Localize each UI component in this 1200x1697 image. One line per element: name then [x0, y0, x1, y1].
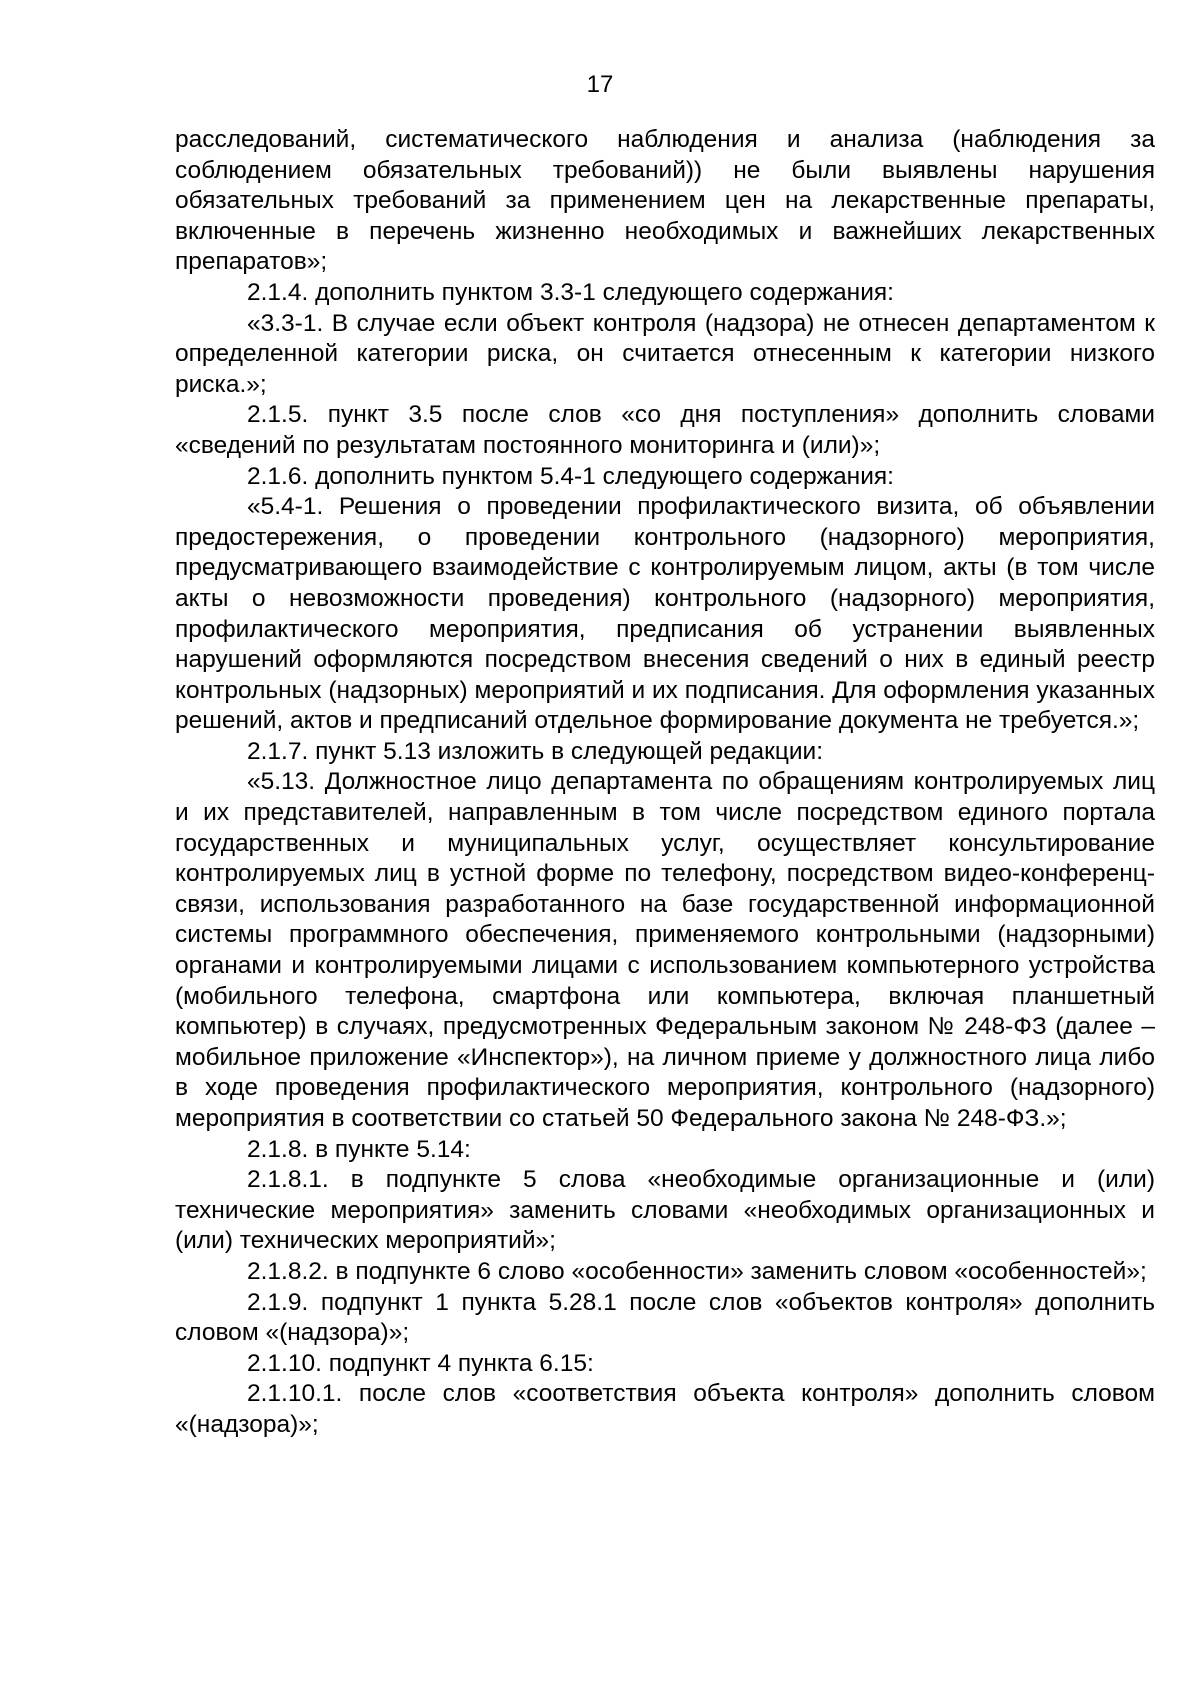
paragraph: расследований, систематического наблюдения и анализа (наблюдения за соблюдением обязательных требований)) не были выявлены нарушения обязательных требований за применением цен на лекарственные препараты, включенные в перечень жизненно необходимых и важнейших лекарственных препаратов»; — [175, 126, 1155, 276]
paragraph: «3.3-1. В случае если объект контроля (надзора) не отнесен департаментом к определенной категории риска, он считается отнесенным к категории низкого риска.»; — [175, 309, 1155, 398]
paragraph: 2.1.8. в пункте 5.14: — [247, 1135, 471, 1163]
paragraph: 2.1.8.1. в подпункте 5 слова «необходимые организационные и (или) технические мероприятия» заменить словами «необходимых организационных и (или) технических мероприятий»; — [175, 1166, 1155, 1255]
paragraph: «5.4-1. Решения о проведении профилактического визита, об объявлении предостережения, о проведении контрольного (надзорного) мероприятия, предусматривающего взаимодействие с контролируемым лицом, акты (в том числе акты о невозможности проведения) контрольного (надзорного) мероприятия, профилактического мероприятия, предписания об устранении выявленных нарушений оформляются посредством внесения сведений о них в единый реестр контрольных (надзорных) мероприятий и их подписания. Для оформления указанных решений, актов и предписаний отдельное формирование документа не требуется.»; — [175, 493, 1155, 735]
document-body — [175, 125, 1155, 1441]
paragraph: «5.13. Должностное лицо департамента по обращениям контролируемых лиц и их представителей, направленным в том числе посредством единого портала государственных и муниципальных услуг, осуществляет консультирование контролируемых лиц в устной форме по телефону, посредством видео-конференц-связи, использования разработанного на базе государственной информационной системы программного обеспечения, применяемого контрольными (надзорными) органами и контролируемыми лицами с использованием компьютерного устройства (мобильного телефона, смартфона или компьютера, включая планшетный компьютер) в случаях, предусмотренных Федеральным законом № 248-ФЗ (далее – мобильное приложение «Инспектор»), на личном приеме у должностного лица либо в ходе проведения профилактического мероприятия, контрольного (надзорного) мероприятия в соответствии со статьей 50 Федерального закона № 248-ФЗ.»; — [175, 768, 1155, 1132]
paragraph: 2.1.5. пункт 3.5 после слов «со дня поступления» дополнить словами «сведений по результатам постоянного мониторинга и (или)»; — [175, 401, 1155, 459]
paragraph: 2.1.10. подпункт 4 пункта 6.15: — [247, 1349, 594, 1377]
paragraph: 2.1.4. дополнить пунктом 3.3-1 следующего содержания: — [247, 278, 894, 306]
paragraph: 2.1.10.1. после слов «соответствия объекта контроля» дополнить словом «(надзора)»; — [175, 1380, 1155, 1438]
paragraph: 2.1.9. подпункт 1 пункта 5.28.1 после слов «объектов контроля» дополнить словом «(надзора)»; — [175, 1288, 1155, 1347]
paragraph: 2.1.8.2. в подпункте 6 слово «особенности» заменить словом «особенностей»; — [247, 1257, 1147, 1285]
paragraph: 2.1.7. пункт 5.13 изложить в следующей редакции: — [247, 737, 824, 765]
page-number: 17 — [586, 71, 614, 98]
paragraph: 2.1.6. дополнить пунктом 5.4-1 следующего содержания: — [247, 462, 894, 490]
